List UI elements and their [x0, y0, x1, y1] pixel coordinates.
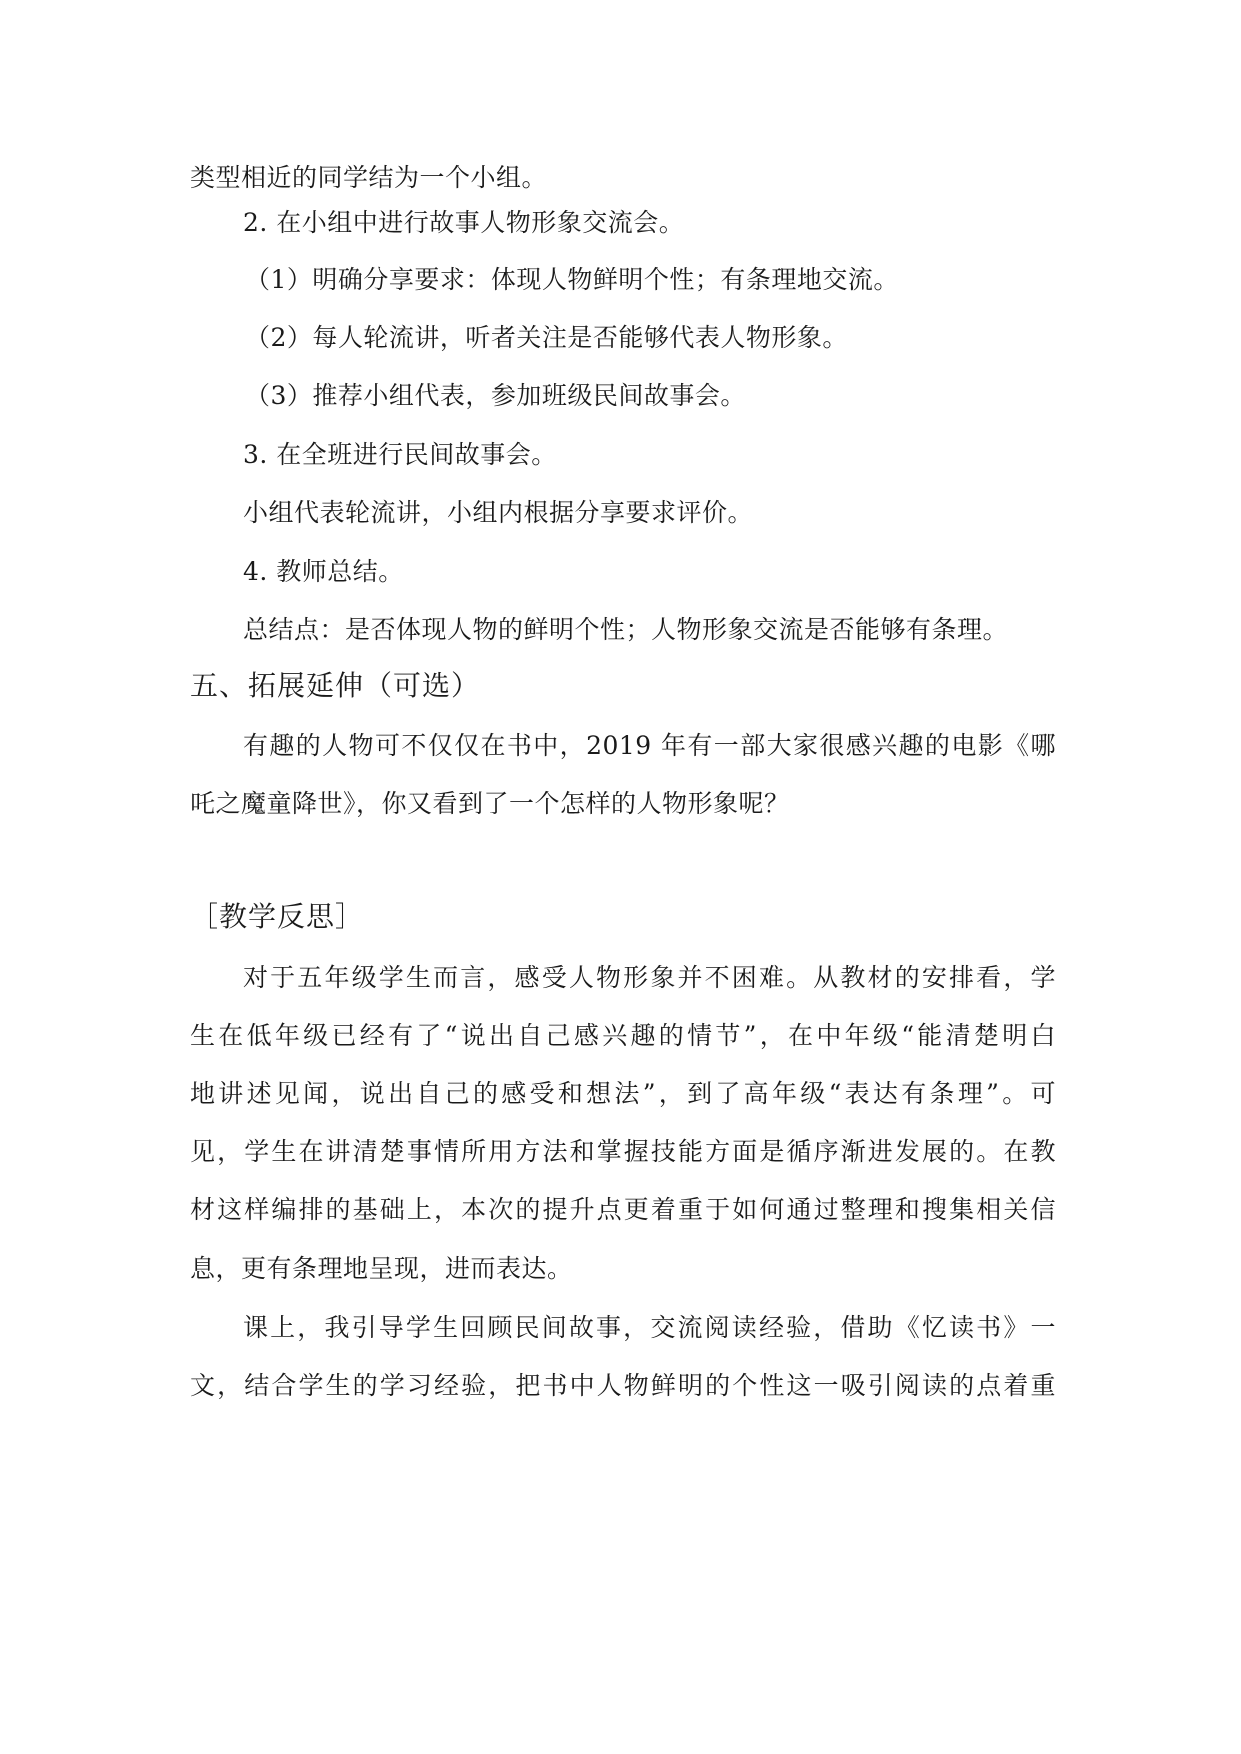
paragraph-line: 课上，我引导学生回顾民间故事，交流阅读经验，借助《忆读书》一	[243, 1313, 1056, 1342]
paragraph-line: 吒之魔童降世》，你又看到了一个怎样的人物形象呢？	[190, 789, 790, 818]
paragraph-line: 生在低年级已经有了“说出自己感兴趣的情节”，在中年级“能清楚明白	[190, 1021, 1056, 1050]
paragraph-line: 地讲述见闻，说出自己的感受和想法”，到了高年级“表达有条理”。可	[190, 1079, 1056, 1108]
step-4: 4. 教师总结。	[243, 557, 404, 586]
summary-line: 总结点：是否体现人物的鲜明个性；人物形象交流是否能够有条理。	[243, 615, 1009, 644]
paragraph-line: 息，更有条理地呈现，进而表达。	[190, 1254, 573, 1283]
sub-step-1: （1）明确分享要求：体现人物鲜明个性；有条理地交流。	[245, 265, 899, 294]
text-line: 类型相近的同学结为一个小组。	[190, 163, 548, 192]
step-2: 2. 在小组中进行故事人物形象交流会。	[243, 208, 685, 237]
paragraph-line: 见，学生在讲清楚事情所用方法和掌握技能方面是循序渐进发展的。在教	[190, 1137, 1056, 1166]
step-3: 3. 在全班进行民间故事会。	[243, 440, 557, 469]
sub-step-3: （3）推荐小组代表，参加班级民间故事会。	[245, 381, 746, 410]
section-heading-extension: 五、拓展延伸（可选）	[190, 669, 481, 702]
text-line: 小组代表轮流讲，小组内根据分享要求评价。	[243, 498, 754, 527]
paragraph-line: 有趣的人物可不仅仅在书中，2019 年有一部大家很感兴趣的电影《哪	[243, 731, 1056, 760]
sub-step-2: （2）每人轮流讲，听者关注是否能够代表人物形象。	[245, 323, 848, 352]
paragraph-line: 对于五年级学生而言，感受人物形象并不困难。从教材的安排看，学	[243, 963, 1056, 992]
reflection-title: ［教学反思］	[190, 900, 365, 933]
paragraph-line: 文，结合学生的学习经验，把书中人物鲜明的个性这一吸引阅读的点着重	[190, 1371, 1056, 1400]
paragraph-line: 材这样编排的基础上，本次的提升点更着重于如何通过整理和搜集相关信	[190, 1195, 1056, 1224]
